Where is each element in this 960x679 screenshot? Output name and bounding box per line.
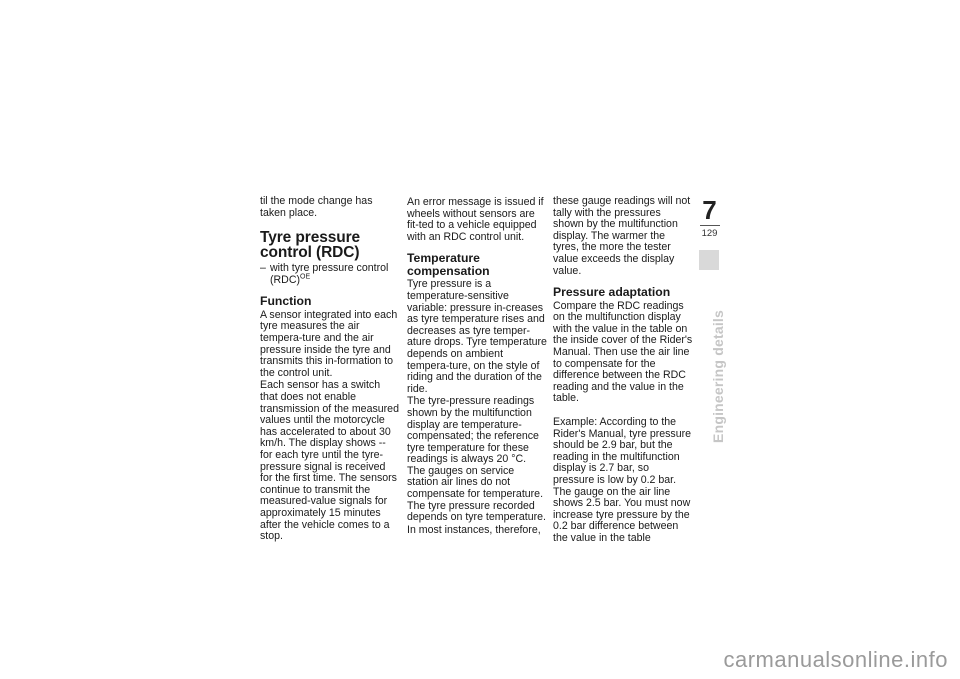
section-side-title: Engineering details [710, 310, 726, 443]
chapter-marker [696, 197, 723, 269]
adaptation-paragraph-1: Compare the RDC readings on the multifunction display with the value in the table on the inside cover of the Rider's Manual. Then use the air line to compensate for the difference between the RDC reading and the value in the table. [553, 299, 693, 405]
oe-superscript: OE [300, 273, 311, 281]
function-paragraph-1: A sensor integrated into each tyre measures the air tempera-ture and the air pressure inside the tyre and transmits this in-formation to the control unit. [260, 308, 398, 379]
text-column-2 [407, 197, 547, 536]
subheading-function: Function [260, 294, 312, 309]
text-column-1 [260, 196, 400, 543]
temperature-paragraph-2: The tyre-pressure readings shown by the multifunction display are temperature-compensated; the reference tyre temperature for these readings is always 20 °C. The gauges on service station air lines do not compensate for temperature. The tyre pressure recorded depends on tyre temperature. [407, 395, 546, 524]
temperature-paragraph-3: In most instances, therefore, [407, 523, 541, 536]
adaptation-paragraph-2: Example: According to the Rider's Manual, tyre pressure should be 2.9 bar, but the reading in the multifunction display is 2.7 bar, so pressure is low by 0.2 bar. The gauge on the air line shows 2.5 bar. You must now increase tyre pressure by the 0.2 bar difference between the value in the table [553, 416, 692, 544]
equipment-bullet [260, 263, 400, 286]
subheading-temperature-compensation: Temperature compensation [407, 251, 490, 278]
column2-intro: An error message is issued if wheels without sensors are fit-ted to a vehicle equipped with an RDC control unit. [407, 196, 544, 243]
column3-intro: these gauge readings will not tally with the pressures shown by the multifunction display. The warmer the tyres, the more the tester value exceeds the display value. [553, 195, 691, 277]
chapter-number: 7 [702, 195, 717, 225]
watermark: carmanualsonline.info [723, 647, 948, 672]
bullet-text [270, 263, 400, 286]
temperature-paragraph-1: Tyre pressure is a temperature-sensitive variable: pressure in-creases as tyre temperature rises and decreases as tyre temper-ature drops. Tyre temperature depends on ambient tempera-ture, on the style of riding and the duration of the ride. [407, 278, 547, 395]
chapter-divider [700, 225, 720, 226]
bullet-dash: – [260, 262, 266, 275]
text-column-3 [553, 196, 693, 545]
page-number: 129 [701, 228, 718, 239]
column1-intro: til the mode change has taken place. [260, 195, 373, 219]
section-heading-rdc: Tyre pressure control (RDC) [260, 229, 361, 262]
bullet-label: with tyre pressure control (RDC) [270, 262, 389, 286]
subheading-pressure-adaptation: Pressure adaptation [553, 285, 671, 300]
function-paragraph-2: Each sensor has a switch that does not enable transmission of the measured values until the motorcycle has accelerated to about 30 km/h. The display shows -- for each tyre until the tyre-pressure signal is received for the first time. The sensors continue to transmit the measured-value signals for approximately 15 minutes after the vehicle comes to a stop. [260, 379, 399, 543]
